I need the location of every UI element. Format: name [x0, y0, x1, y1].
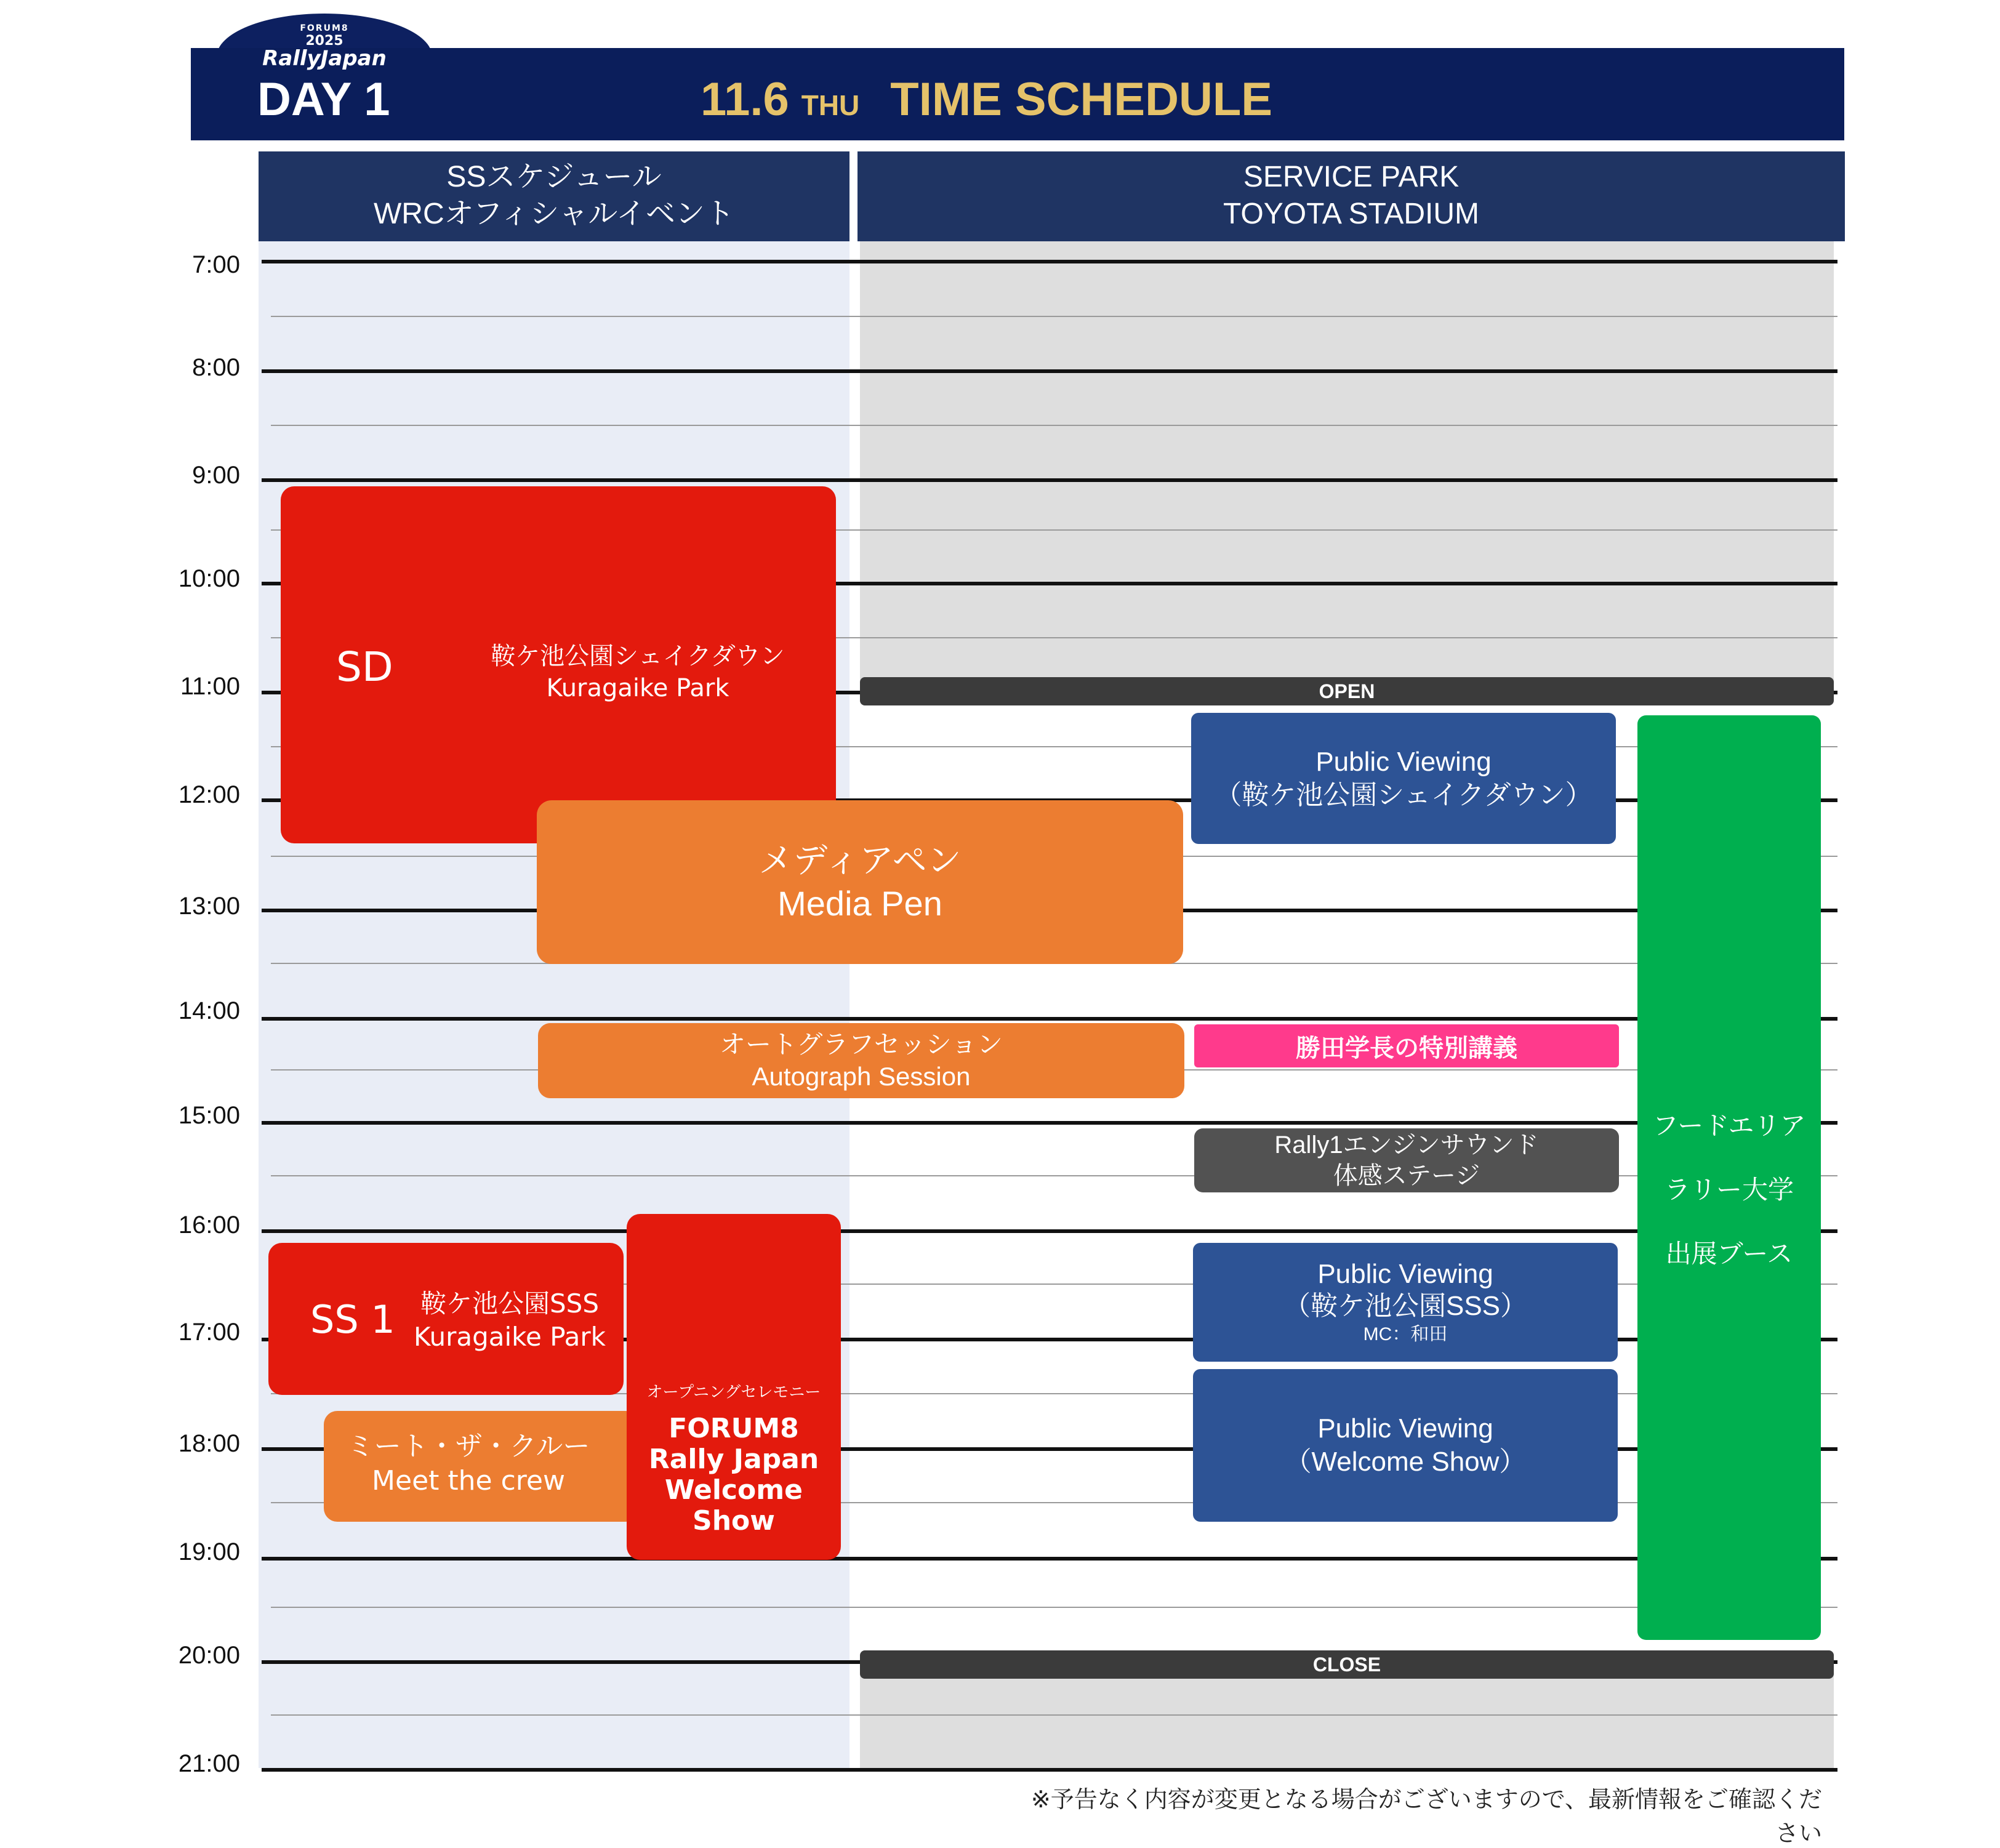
ceremony-line1: FORUM8 [669, 1413, 799, 1444]
hour-line [262, 369, 1837, 373]
event-ss1[interactable] [268, 1243, 624, 1395]
food-line1: フードエリア [1652, 1111, 1806, 1141]
time-label: 16:00 [178, 1211, 240, 1239]
weekday: THU [801, 89, 860, 121]
column-header-line: TOYOTA STADIUM [1223, 198, 1480, 230]
date: 11.6 [701, 73, 789, 126]
hour-line [262, 1557, 1837, 1561]
time-label: 13:00 [178, 893, 240, 920]
event-public-viewing-welcome-show[interactable] [1193, 1369, 1618, 1522]
shakedown-name-jp: 鞍ケ池公園シェイクダウン [491, 642, 785, 670]
pv2-line2: （鞍ケ池公園SSS） [1283, 1290, 1528, 1321]
ceremony-line4: Show [693, 1505, 775, 1537]
ceremony-label [627, 1380, 841, 1537]
time-label: 15:00 [178, 1102, 240, 1129]
meet-en: Meet the crew [372, 1465, 565, 1496]
autograph-jp: オートグラフセッション [720, 1030, 1003, 1059]
ss1-name-jp: 鞍ケ池公園SSS [420, 1288, 599, 1319]
schedule-title: TIME SCHEDULE [890, 73, 1272, 126]
food-line2: ラリー大学 [1664, 1175, 1794, 1205]
hour-line [262, 260, 1837, 263]
footnote: ※予告なく内容が変更となる場合がございますので、最新情報をご確認ください [1030, 1786, 1822, 1847]
shakedown-name-en: Kuragaike Park [546, 674, 729, 702]
ceremony-line2: Rally Japan [648, 1444, 819, 1475]
hour-line [262, 1768, 1837, 1772]
pv3-line1: Public Viewing [1317, 1413, 1493, 1444]
ceremony-line3: Welcome [665, 1474, 803, 1506]
ss1-name-en: Kuragaike Park [414, 1322, 606, 1352]
meet-jp: ミート・ザ・クルー [347, 1431, 590, 1462]
ss1-code: SS 1 [310, 1297, 395, 1342]
column-header-line: WRCオフィシャルイベント [374, 198, 734, 230]
time-label: 14:00 [178, 997, 240, 1024]
time-label: 21:00 [178, 1750, 240, 1777]
food-area-labels [1637, 1094, 1821, 1286]
time-label: 17:00 [178, 1319, 240, 1346]
column-header-ss-schedule [259, 151, 849, 241]
rally-japan-logo [217, 23, 432, 71]
time-label: 7:00 [192, 251, 240, 278]
media-pen-jp: メディアペン [758, 841, 962, 880]
shakedown-code: SD [336, 643, 393, 691]
autograph-en: Autograph Session [752, 1062, 971, 1091]
time-label: 20:00 [178, 1642, 240, 1669]
engine-line2: 体感ステージ [1333, 1162, 1480, 1189]
hour-line [262, 478, 1837, 482]
food-line3: 出展ブース [1665, 1239, 1793, 1269]
close-bar: CLOSE [860, 1650, 1834, 1679]
pv3-line2: （Welcome Show） [1284, 1447, 1527, 1477]
hour-line [262, 1121, 1837, 1125]
event-autograph-session[interactable] [538, 1023, 1184, 1098]
open-bar: OPEN [860, 677, 1834, 705]
pv2-line1: Public Viewing [1317, 1258, 1493, 1289]
event-shakedown[interactable] [281, 486, 836, 843]
shakedown-label [484, 640, 792, 704]
time-label: 10:00 [178, 565, 240, 592]
event-special-lecture[interactable]: 勝田学長の特別講義 [1194, 1024, 1619, 1067]
pv1-line2: （鞍ケ池公園シェイクダウン） [1215, 779, 1592, 810]
event-opening-ceremony[interactable] [627, 1214, 841, 1560]
half-hour-line [271, 1607, 1837, 1608]
time-label: 18:00 [178, 1430, 240, 1457]
half-hour-line [271, 425, 1837, 426]
time-label: 19:00 [178, 1538, 240, 1565]
event-media-pen[interactable] [537, 800, 1183, 964]
date-title [701, 73, 1272, 126]
half-hour-line [271, 316, 1837, 317]
half-hour-line [271, 1714, 1837, 1716]
day-label: DAY 1 [257, 73, 390, 126]
engine-line1: Rally1エンジンサウンド [1274, 1131, 1539, 1159]
hour-line [262, 1017, 1837, 1021]
logo-name: RallyJapan [262, 46, 387, 71]
meet-label [324, 1429, 613, 1498]
logo-forum: FORUM8 [300, 23, 349, 33]
time-label: 9:00 [192, 462, 240, 489]
logo-year: 2025 [305, 33, 343, 49]
event-engine-sound-stage[interactable] [1194, 1128, 1619, 1192]
media-pen-en: Media Pen [777, 884, 942, 923]
event-public-viewing-shakedown[interactable] [1191, 713, 1616, 844]
column-header-service-park [857, 151, 1845, 241]
ceremony-small: オープニングセレモニー [646, 1383, 821, 1402]
column-header-line: SERVICE PARK [1243, 161, 1460, 193]
event-meet-the-crew[interactable] [324, 1411, 639, 1522]
time-label: 8:00 [192, 354, 240, 381]
service-park-closed-before [860, 241, 1834, 689]
event-food-area[interactable] [1637, 715, 1821, 1640]
hour-line [262, 1229, 1837, 1233]
time-label: 11:00 [180, 673, 240, 700]
event-public-viewing-sss[interactable] [1193, 1243, 1618, 1362]
pv2-line3: MC：和田 [1363, 1324, 1448, 1344]
ss1-label [405, 1287, 614, 1354]
pv1-line1: Public Viewing [1315, 746, 1492, 777]
time-label: 12:00 [178, 781, 240, 808]
column-header-line: SSスケジュール [446, 161, 662, 193]
